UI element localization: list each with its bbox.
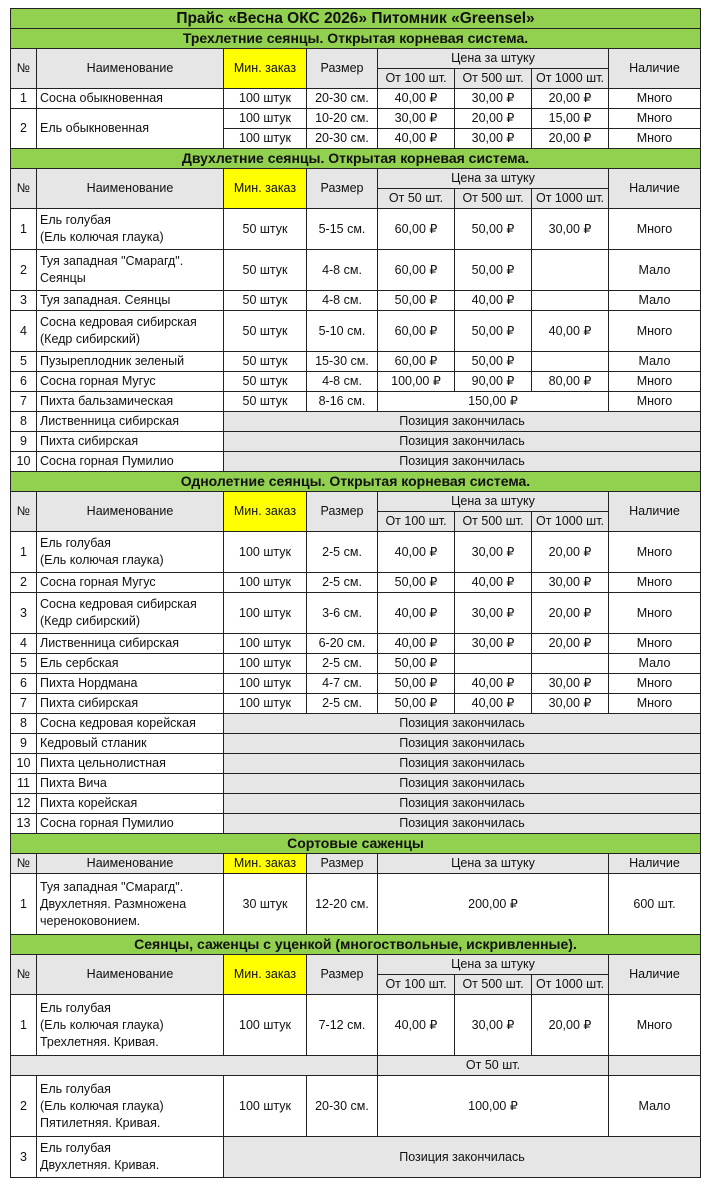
table-row [11, 352, 701, 372]
finished-status: Позиция закончилась [224, 432, 701, 452]
item-name: Сосна кедровая корейская [37, 714, 224, 734]
item-name-line: (Кедр сибирский) [40, 332, 141, 346]
finished-status: Позиция закончилась [224, 794, 701, 814]
col-name: Наименование [37, 49, 224, 89]
tier-header-row [11, 1056, 701, 1076]
col-price: Цена за штуку [378, 955, 609, 975]
row-number: 1 [11, 209, 37, 250]
section-header-row [11, 935, 701, 955]
table-row [11, 714, 701, 734]
item-name: Пихта сибирская [37, 694, 224, 714]
min-order: 100 штук [224, 89, 307, 109]
price-tier-1: 50,00 ₽ [378, 291, 455, 311]
table-row [11, 311, 701, 352]
col-size: Размер [307, 492, 378, 532]
table-row [11, 814, 701, 834]
item-name [37, 311, 224, 352]
row-number: 4 [11, 634, 37, 654]
stock: Много [609, 311, 701, 352]
table-row [11, 432, 701, 452]
table-row [11, 412, 701, 432]
price-tier: От 50 шт. [378, 189, 455, 209]
row-number: 1 [11, 89, 37, 109]
price-tier-2: 90,00 ₽ [455, 372, 532, 392]
table-row [11, 1137, 701, 1178]
item-name-line: Ель голубая [40, 1081, 111, 1096]
item-name [37, 1076, 224, 1137]
item-name [37, 250, 224, 291]
price-tier-3: 20,00 ₽ [532, 129, 609, 149]
finished-status: Позиция закончилась [224, 814, 701, 834]
item-name [37, 874, 224, 935]
price-tier-3: 40,00 ₽ [532, 311, 609, 352]
table-row [11, 874, 701, 935]
item-name: Сосна горная Пумилио [37, 452, 224, 472]
column-header-row [11, 49, 701, 69]
price-tier-1: 40,00 ₽ [378, 593, 455, 634]
page-title: Прайс «Весна ОКС 2026» Питомник «Greensel» [11, 9, 701, 29]
price-tier-2: 30,00 ₽ [455, 129, 532, 149]
size: 2-5 см. [307, 694, 378, 714]
size: 4-8 см. [307, 372, 378, 392]
price-tier-2: 50,00 ₽ [455, 250, 532, 291]
row-number: 3 [11, 593, 37, 634]
price-tier-1: 60,00 ₽ [378, 311, 455, 352]
stock: Мало [609, 250, 701, 291]
price-tier-1: 40,00 ₽ [378, 129, 455, 149]
min-order: 30 штук [224, 874, 307, 935]
col-stock: Наличие [609, 492, 701, 532]
min-order: 50 штук [224, 250, 307, 291]
price-tier-2: 40,00 ₽ [455, 674, 532, 694]
table-row [11, 372, 701, 392]
min-order: 50 штук [224, 392, 307, 412]
item-name-line: Ель голубая [40, 1000, 111, 1015]
price-tier-3: 30,00 ₽ [532, 573, 609, 593]
price-tier-3 [532, 352, 609, 372]
stock: Много [609, 694, 701, 714]
col-size: Размер [307, 49, 378, 89]
col-name: Наименование [37, 492, 224, 532]
item-name-line: Ель голубая [40, 536, 111, 550]
row-number: 2 [11, 250, 37, 291]
item-name: Лиственница сибирская [37, 634, 224, 654]
table-row [11, 532, 701, 573]
item-name-line: (Ель колючая глаука) [40, 1098, 164, 1113]
item-name: Сосна горная Пумилио [37, 814, 224, 834]
table-row [11, 209, 701, 250]
price-tier-1: 60,00 ₽ [378, 250, 455, 291]
stock: Много [609, 634, 701, 654]
column-header-row [11, 854, 701, 874]
section-title: Сортовые саженцы [11, 834, 701, 854]
col-num: № [11, 854, 37, 874]
row-number: 8 [11, 412, 37, 432]
size: 5-10 см. [307, 311, 378, 352]
table-row [11, 654, 701, 674]
price-tier-2: 20,00 ₽ [455, 109, 532, 129]
stock: 600 шт. [609, 874, 701, 935]
price-all: 200,00 ₽ [378, 874, 609, 935]
item-name-line: (Ель колючая глаука) [40, 230, 164, 244]
min-order: 100 штук [224, 674, 307, 694]
row-number: 8 [11, 714, 37, 734]
item-name: Лиственница сибирская [37, 412, 224, 432]
stock: Много [609, 209, 701, 250]
item-name-line: Сосна кедровая сибирская [40, 315, 197, 329]
item-name-line: Двухлетняя. Размножена [40, 896, 187, 911]
item-name: Сосна обыкновенная [37, 89, 224, 109]
item-name: Пихта корейская [37, 794, 224, 814]
item-name-line: (Ель колючая глаука) [40, 1017, 164, 1032]
row-number: 11 [11, 774, 37, 794]
title-row [11, 9, 701, 29]
item-name-line: Двухлетняя. Кривая. [40, 1158, 160, 1172]
item-name-line: (Ель колючая глаука) [40, 553, 164, 567]
section-title: Трехлетние сеянцы. Открытая корневая система. [11, 29, 701, 49]
row-number: 6 [11, 372, 37, 392]
price-tier-2: 40,00 ₽ [455, 694, 532, 714]
min-order: 100 штук [224, 573, 307, 593]
price-tier-3 [532, 654, 609, 674]
price-tier: От 500 шт. [455, 975, 532, 995]
row-number: 9 [11, 734, 37, 754]
min-order: 50 штук [224, 372, 307, 392]
price-tier-3: 20,00 ₽ [532, 593, 609, 634]
column-header-row [11, 492, 701, 512]
stock: Много [609, 109, 701, 129]
column-header-row [11, 169, 701, 189]
price-tier-3: 80,00 ₽ [532, 372, 609, 392]
size: 20-30 см. [307, 89, 378, 109]
price-tier-2: 40,00 ₽ [455, 573, 532, 593]
item-name-line: Туя западная "Смарагд". [40, 254, 184, 268]
stock: Много [609, 392, 701, 412]
section-title: Сеянцы, саженцы с уценкой (многоствольные, искривленные). [11, 935, 701, 955]
table-row [11, 995, 701, 1056]
section-title: Двухлетние сеянцы. Открытая корневая система. [11, 149, 701, 169]
col-num: № [11, 169, 37, 209]
price-tier-2: 30,00 ₽ [455, 593, 532, 634]
min-order: 50 штук [224, 311, 307, 352]
price-tier-3: 30,00 ₽ [532, 209, 609, 250]
min-order: 100 штук [224, 995, 307, 1056]
col-min-order: Мин. заказ [224, 49, 307, 89]
price-tier-1: 60,00 ₽ [378, 209, 455, 250]
item-name-line: Ель голубая [40, 213, 111, 227]
size: 20-30 см. [307, 129, 378, 149]
price-tier: От 1000 шт. [532, 189, 609, 209]
col-min-order: Мин. заказ [224, 854, 307, 874]
table-row [11, 674, 701, 694]
item-name-line: Туя западная "Смарагд". [40, 879, 184, 894]
price-tier-2: 50,00 ₽ [455, 209, 532, 250]
min-order: 100 штук [224, 129, 307, 149]
table-row [11, 694, 701, 714]
col-price: Цена за штуку [378, 49, 609, 69]
col-num: № [11, 492, 37, 532]
size: 6-20 см. [307, 634, 378, 654]
col-name: Наименование [37, 169, 224, 209]
item-name: Пихта Вича [37, 774, 224, 794]
price-all: 150,00 ₽ [378, 392, 609, 412]
price-tier-3: 30,00 ₽ [532, 674, 609, 694]
size: 2-5 см. [307, 532, 378, 573]
col-price: Цена за штуку [378, 854, 609, 874]
price-tier: От 1000 шт. [532, 69, 609, 89]
finished-status: Позиция закончилась [224, 1137, 701, 1178]
item-name: Кедровый стланик [37, 734, 224, 754]
col-size: Размер [307, 955, 378, 995]
price-tier-1: 50,00 ₽ [378, 654, 455, 674]
item-name: Туя западная. Сеянцы [37, 291, 224, 311]
min-order: 100 штук [224, 532, 307, 573]
row-number: 9 [11, 432, 37, 452]
item-name: Ель обыкновенная [37, 109, 224, 149]
section-title: Однолетние сеянцы. Открытая корневая система. [11, 472, 701, 492]
price-tier-2: 30,00 ₽ [455, 532, 532, 573]
row-number: 3 [11, 291, 37, 311]
price-tier: От 1000 шт. [532, 975, 609, 995]
section-header-row [11, 29, 701, 49]
item-name [37, 995, 224, 1056]
col-stock: Наличие [609, 169, 701, 209]
col-price: Цена за штуку [378, 492, 609, 512]
price-table [10, 8, 701, 1178]
size: 5-15 см. [307, 209, 378, 250]
stock: Много [609, 573, 701, 593]
price-tier-1: 50,00 ₽ [378, 694, 455, 714]
finished-status: Позиция закончилась [224, 734, 701, 754]
table-row [11, 794, 701, 814]
size: 2-5 см. [307, 573, 378, 593]
item-name: Ель сербская [37, 654, 224, 674]
price-tier-3: 15,00 ₽ [532, 109, 609, 129]
size: 7-12 см. [307, 995, 378, 1056]
item-name [37, 209, 224, 250]
min-order: 100 штук [224, 109, 307, 129]
table-row [11, 573, 701, 593]
item-name: Пихта сибирская [37, 432, 224, 452]
price-tier-3: 20,00 ₽ [532, 634, 609, 654]
row-number: 12 [11, 794, 37, 814]
row-number: 5 [11, 654, 37, 674]
price-tier-2: 30,00 ₽ [455, 89, 532, 109]
col-name: Наименование [37, 854, 224, 874]
col-num: № [11, 49, 37, 89]
section-header-row [11, 149, 701, 169]
min-order: 100 штук [224, 593, 307, 634]
col-size: Размер [307, 854, 378, 874]
item-name: Пихта цельнолистная [37, 754, 224, 774]
size: 20-30 см. [307, 1076, 378, 1137]
price-tier-1: 30,00 ₽ [378, 109, 455, 129]
price-tier-3: 30,00 ₽ [532, 694, 609, 714]
min-order: 100 штук [224, 654, 307, 674]
item-name-line: (Кедр сибирский) [40, 614, 141, 628]
min-order: 100 штук [224, 694, 307, 714]
size: 2-5 см. [307, 654, 378, 674]
blank-cell [609, 1056, 701, 1076]
size: 8-16 см. [307, 392, 378, 412]
row-number: 1 [11, 532, 37, 573]
min-order: 100 штук [224, 634, 307, 654]
stock: Мало [609, 352, 701, 372]
price-tier-1: 40,00 ₽ [378, 532, 455, 573]
stock: Много [609, 995, 701, 1056]
col-size: Размер [307, 169, 378, 209]
price-tier: От 100 шт. [378, 512, 455, 532]
min-order: 50 штук [224, 291, 307, 311]
row-number: 1 [11, 874, 37, 935]
price-tier-1: 40,00 ₽ [378, 634, 455, 654]
price-tier: От 500 шт. [455, 189, 532, 209]
item-name: Сосна горная Мугус [37, 573, 224, 593]
table-row [11, 774, 701, 794]
stock: Много [609, 593, 701, 634]
item-name-line: Пятилетняя. Кривая. [40, 1115, 161, 1130]
size: 4-8 см. [307, 250, 378, 291]
price-all: 100,00 ₽ [378, 1076, 609, 1137]
price-tier: От 1000 шт. [532, 512, 609, 532]
price-tier-1: 40,00 ₽ [378, 995, 455, 1056]
price-tier-1: 100,00 ₽ [378, 372, 455, 392]
item-name-line: Сосна кедровая сибирская [40, 597, 197, 611]
price-tier-3: 20,00 ₽ [532, 89, 609, 109]
price-tier-3 [532, 291, 609, 311]
table-row [11, 1076, 701, 1137]
item-name: Пихта бальзамическая [37, 392, 224, 412]
price-tier-2: 30,00 ₽ [455, 634, 532, 654]
price-tier: От 50 шт. [378, 1056, 609, 1076]
price-tier-2 [455, 654, 532, 674]
row-number: 5 [11, 352, 37, 372]
price-tier-2: 50,00 ₽ [455, 311, 532, 352]
item-name-line: Ель голубая [40, 1141, 111, 1155]
col-min-order: Мин. заказ [224, 492, 307, 532]
price-tier-1: 50,00 ₽ [378, 674, 455, 694]
stock: Мало [609, 291, 701, 311]
column-header-row [11, 955, 701, 975]
table-row [11, 89, 701, 109]
section-header-row [11, 834, 701, 854]
item-name [37, 1137, 224, 1178]
table-row [11, 250, 701, 291]
row-number: 7 [11, 392, 37, 412]
price-tier: От 100 шт. [378, 69, 455, 89]
item-name: Пихта Нордмана [37, 674, 224, 694]
col-stock: Наличие [609, 854, 701, 874]
row-number: 2 [11, 573, 37, 593]
col-min-order: Мин. заказ [224, 955, 307, 995]
price-tier-1: 50,00 ₽ [378, 573, 455, 593]
row-number: 7 [11, 694, 37, 714]
item-name [37, 593, 224, 634]
finished-status: Позиция закончилась [224, 774, 701, 794]
table-row [11, 392, 701, 412]
col-price: Цена за штуку [378, 169, 609, 189]
stock: Много [609, 372, 701, 392]
item-name-line: череноковонием. [40, 913, 141, 928]
col-name: Наименование [37, 955, 224, 995]
size: 10-20 см. [307, 109, 378, 129]
size: 12-20 см. [307, 874, 378, 935]
stock: Много [609, 129, 701, 149]
min-order: 50 штук [224, 209, 307, 250]
row-number: 10 [11, 754, 37, 774]
stock: Много [609, 532, 701, 573]
item-name [37, 532, 224, 573]
finished-status: Позиция закончилась [224, 754, 701, 774]
blank-cell [11, 1056, 378, 1076]
finished-status: Позиция закончилась [224, 714, 701, 734]
item-name-line: Трехлетняя. Кривая. [40, 1034, 159, 1049]
row-number: 1 [11, 995, 37, 1056]
table-row [11, 291, 701, 311]
item-name-line: Сеянцы [40, 271, 86, 285]
stock: Мало [609, 654, 701, 674]
price-tier-3: 20,00 ₽ [532, 532, 609, 573]
row-number: 4 [11, 311, 37, 352]
price-tier: От 500 шт. [455, 69, 532, 89]
section-header-row [11, 472, 701, 492]
size: 4-8 см. [307, 291, 378, 311]
price-tier: От 100 шт. [378, 975, 455, 995]
min-order: 50 штук [224, 352, 307, 372]
size: 4-7 см. [307, 674, 378, 694]
table-row [11, 109, 701, 129]
row-number: 3 [11, 1137, 37, 1178]
row-number: 6 [11, 674, 37, 694]
item-name: Сосна горная Мугус [37, 372, 224, 392]
price-tier-1: 40,00 ₽ [378, 89, 455, 109]
row-number: 2 [11, 1076, 37, 1137]
size: 3-6 см. [307, 593, 378, 634]
table-row [11, 593, 701, 634]
finished-status: Позиция закончилась [224, 452, 701, 472]
size: 15-30 см. [307, 352, 378, 372]
table-row [11, 734, 701, 754]
table-row [11, 754, 701, 774]
col-num: № [11, 955, 37, 995]
price-tier: От 500 шт. [455, 512, 532, 532]
row-number: 2 [11, 109, 37, 149]
row-number: 10 [11, 452, 37, 472]
table-row [11, 634, 701, 654]
price-tier-1: 60,00 ₽ [378, 352, 455, 372]
stock: Много [609, 89, 701, 109]
price-tier-3 [532, 250, 609, 291]
col-stock: Наличие [609, 49, 701, 89]
stock: Мало [609, 1076, 701, 1137]
col-min-order: Мин. заказ [224, 169, 307, 209]
stock: Много [609, 674, 701, 694]
col-stock: Наличие [609, 955, 701, 995]
price-tier-2: 30,00 ₽ [455, 995, 532, 1056]
price-tier-3: 20,00 ₽ [532, 995, 609, 1056]
item-name: Пузыреплодник зеленый [37, 352, 224, 372]
price-tier-2: 50,00 ₽ [455, 352, 532, 372]
table-row [11, 452, 701, 472]
price-tier-2: 40,00 ₽ [455, 291, 532, 311]
min-order: 100 штук [224, 1076, 307, 1137]
finished-status: Позиция закончилась [224, 412, 701, 432]
row-number: 13 [11, 814, 37, 834]
